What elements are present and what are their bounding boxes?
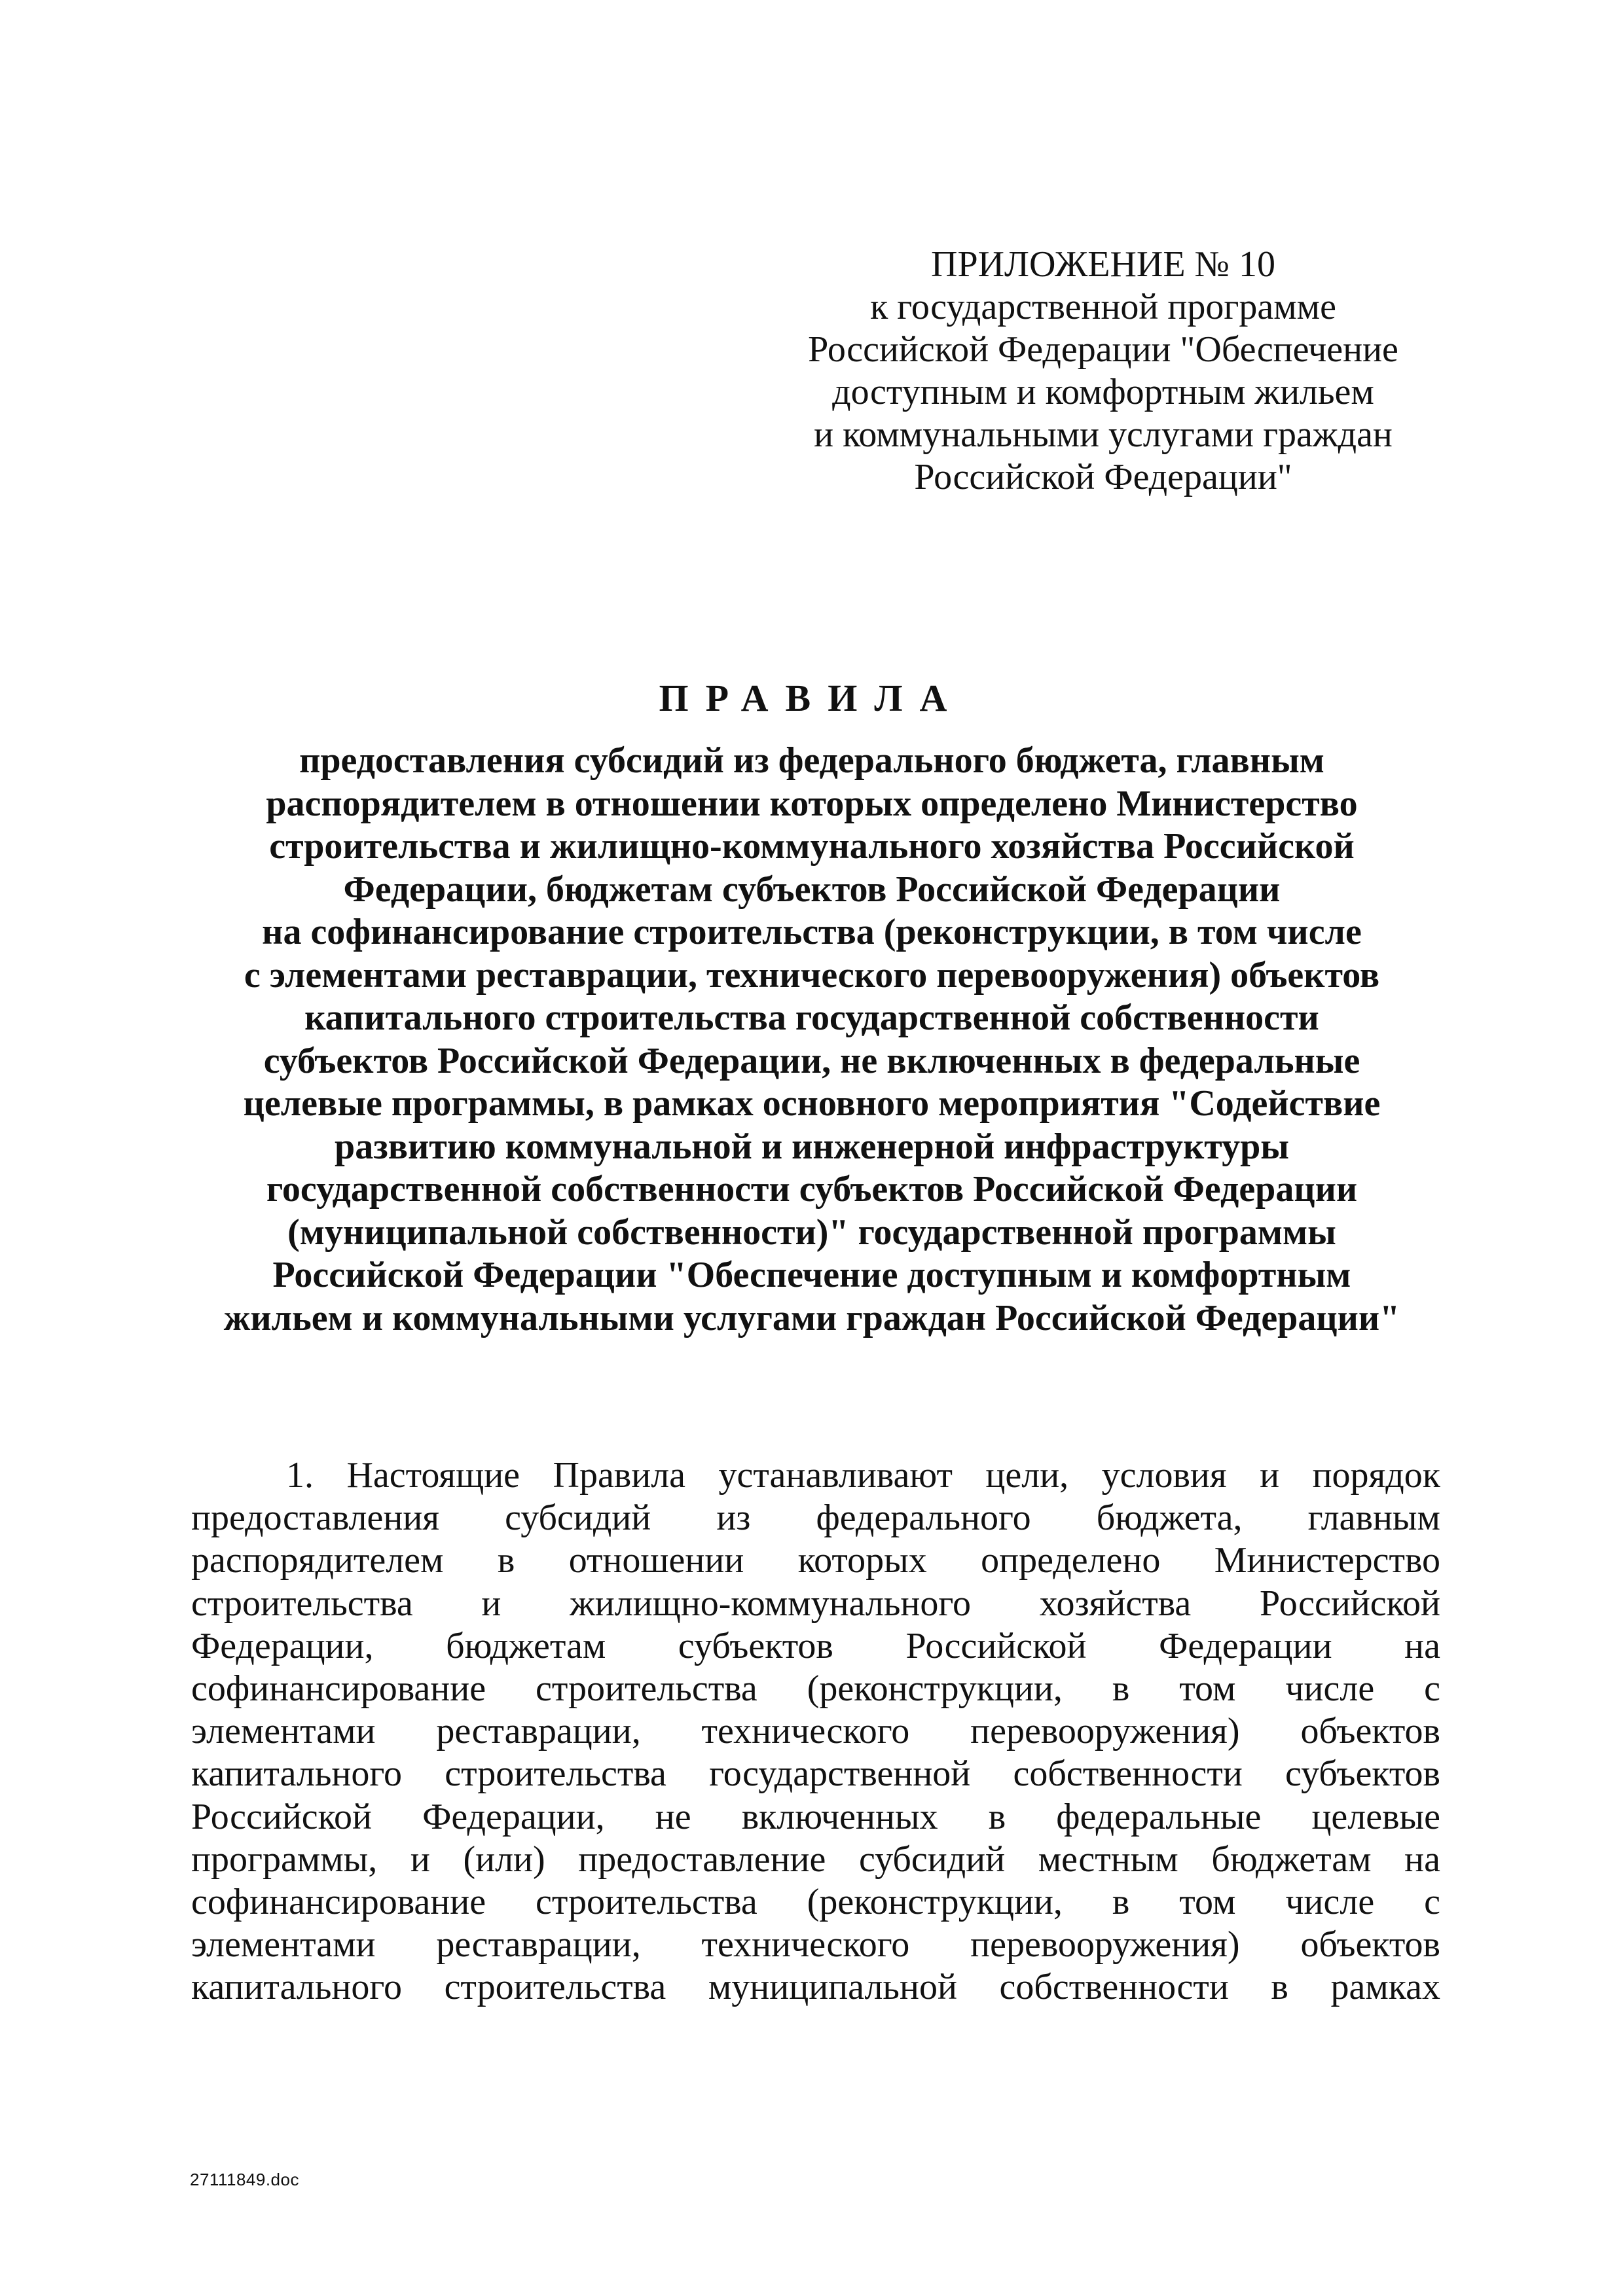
body-line: Федерации, бюджетам субъектов Российской Федерации на — [191, 1625, 1440, 1666]
body-line: программы, и (или) предоставление субсидий местным бюджетам на — [191, 1839, 1440, 1880]
appendix-line: Российской Федерации" — [914, 457, 1292, 497]
subtitle-line: целевые программы, в рамках основного мероприятия "Содействие — [243, 1083, 1381, 1124]
subtitle-line: предоставления субсидий из федерального бюджета, главным — [299, 740, 1324, 781]
appendix-header — [773, 243, 1434, 499]
subtitle-line: Федерации, бюджетам субъектов Российской Федерации — [343, 869, 1281, 910]
body-paragraph — [191, 1454, 1440, 2009]
appendix-line: и коммунальными услугами граждан — [814, 414, 1393, 455]
subtitle-line: распорядителем в отношении которых определено Министерство — [266, 783, 1358, 824]
body-line: распорядителем в отношении которых определено Министерство — [191, 1540, 1440, 1581]
appendix-line: доступным и комфортным жильем — [832, 372, 1374, 412]
subtitle-line: (муниципальной собственности)" государственной программы — [287, 1211, 1336, 1253]
body-line: софинансирование строительства (реконструкции, в том числе с — [191, 1668, 1440, 1709]
subtitle-line: на софинансирование строительства (реконструкции, в том числе — [262, 912, 1362, 952]
subtitle-line: капитального строительства государственной собственности — [304, 997, 1319, 1038]
document-subtitle — [151, 740, 1473, 1340]
appendix-line: к государственной программе — [870, 287, 1336, 327]
subtitle-line: государственной собственности субъектов Российской Федерации — [266, 1169, 1358, 1210]
subtitle-line: развитию коммунальной и инженерной инфраструктуры — [335, 1126, 1289, 1167]
body-line: элементами реставрации, технического перевооружения) объектов — [191, 1711, 1440, 1752]
body-line: Российской Федерации, не включенных в федеральные целевые — [191, 1796, 1440, 1837]
subtitle-line: Российской Федерации "Обеспечение доступным и комфортным — [272, 1255, 1351, 1295]
subtitle-line: субъектов Российской Федерации, не включенных в федеральные — [263, 1040, 1360, 1081]
subtitle-line: с элементами реставрации, технического перевооружения) объектов — [244, 954, 1380, 996]
footer-doc-id: 27111849.doc — [190, 2170, 299, 2189]
body-line: софинансирование строительства (реконструкции, в том числе с — [191, 1881, 1440, 1922]
body-line: строительства и жилищно-коммунального хозяйства Российской — [191, 1583, 1440, 1624]
document-title: ПРАВИЛА — [659, 677, 964, 719]
body-line: капитального строительства государственной собственности субъектов — [191, 1753, 1440, 1795]
appendix-line: ПРИЛОЖЕНИЕ № 10 — [931, 244, 1275, 285]
body-line: предоставления субсидий из федерального бюджета, главным — [191, 1498, 1440, 1539]
body-line: 1. Настоящие Правила устанавливают цели, условия и порядок — [286, 1455, 1440, 1496]
body-line: элементами реставрации, технического перевооружения) объектов — [191, 1924, 1440, 1965]
subtitle-line: строительства и жилищно-коммунального хозяйства Российской — [269, 826, 1355, 867]
body-line: капитального строительства муниципальной собственности в рамках — [191, 1967, 1440, 2008]
subtitle-line: жильем и коммунальными услугами граждан Российской Федерации" — [223, 1297, 1400, 1338]
appendix-line: Российской Федерации "Обеспечение — [808, 329, 1398, 370]
